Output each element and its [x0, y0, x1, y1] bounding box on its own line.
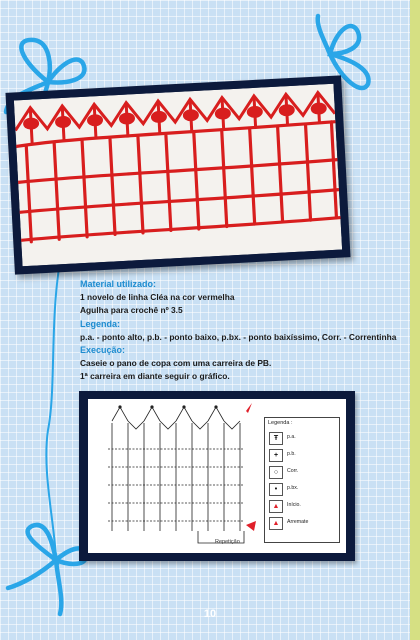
- execution-line-2: 1ª carreira em diante seguir o gráfico.: [80, 371, 230, 382]
- execution-heading: Execução:: [80, 345, 126, 356]
- legend-row-inicio: [269, 500, 339, 512]
- chart-legend: [264, 417, 340, 543]
- material-line-1: 1 novelo de linha Cléa na cor vermelha: [80, 292, 235, 303]
- legend-row-pbx: [269, 483, 339, 495]
- page-number: 10: [203, 608, 217, 620]
- pb-icon: +: [269, 449, 283, 462]
- legend-row-corr: [269, 466, 339, 478]
- crochet-lace-photo: [14, 84, 342, 267]
- legend-label-arremate: Arremate: [287, 519, 309, 525]
- execution-line-1: Caseie o pano de copa com uma carreira de PB.: [80, 358, 272, 369]
- edge-stripe: [410, 0, 420, 640]
- legend-label-corr: Corr.: [287, 468, 299, 474]
- pattern-instructions: [80, 278, 397, 384]
- legend-row-pb: [269, 449, 339, 461]
- start-arrow-icon: ▲: [269, 500, 283, 513]
- legend-title: Legenda :: [268, 420, 293, 426]
- legend-label-pb: p.b.: [287, 451, 296, 457]
- legend-row-arremate: [269, 517, 339, 529]
- legend-label-pa: p.a.: [287, 434, 296, 440]
- repeat-label: Repetição: [215, 539, 240, 545]
- chain-icon: ○: [269, 466, 283, 479]
- material-line-2: Agulha para crochê nº 3.5: [80, 305, 183, 316]
- legend-line: p.a. - ponto alto, p.b. - ponto baixo, p.bx. - ponto baixíssimo, Corr. - Correntinha: [80, 331, 397, 342]
- pa-icon: Ŧ: [269, 432, 283, 445]
- legend-row-pa: [269, 432, 339, 444]
- material-heading: Material utilizado:: [80, 279, 157, 289]
- legend-heading: Legenda:: [80, 318, 121, 329]
- crochet-photo-frame: [5, 75, 350, 274]
- crochet-chart: [88, 399, 346, 553]
- finish-arrow-icon: ▲: [269, 517, 283, 530]
- slip-stitch-icon: •: [269, 483, 283, 496]
- crochet-chart-frame: [79, 391, 355, 561]
- legend-label-pbx: p.bx.: [287, 485, 299, 491]
- legend-label-inicio: Início.: [287, 502, 301, 508]
